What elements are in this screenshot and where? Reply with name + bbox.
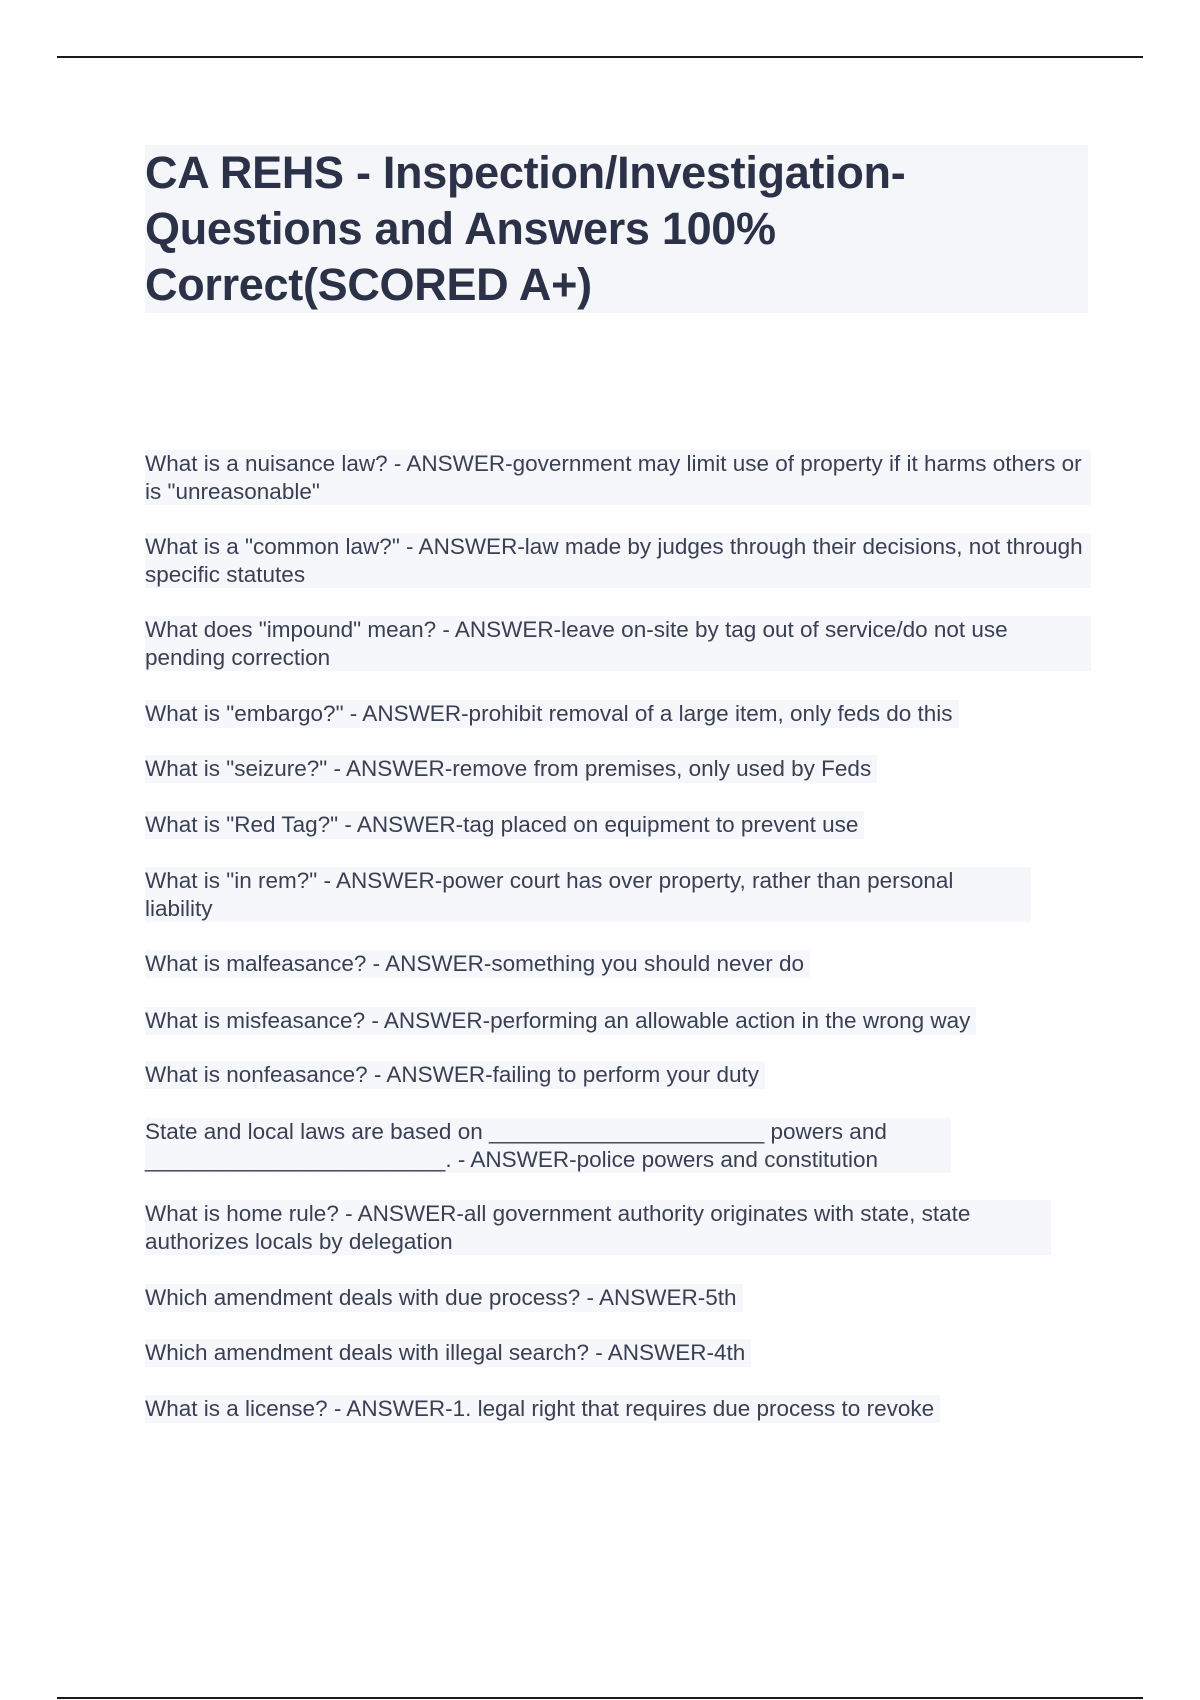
qa-item-impound: What does "impound" mean? - ANSWER-leave on-site by tag out of service/do not use pending correction xyxy=(145,616,1091,671)
qa-item-in-rem: What is "in rem?" - ANSWER-power court has over property, rather than personal liability xyxy=(145,867,1031,922)
qa-item-seizure: What is "seizure?" - ANSWER-remove from premises, only used by Feds xyxy=(145,755,877,783)
qa-item-malfeasance: What is malfeasance? - ANSWER-something you should never do xyxy=(145,950,810,978)
title-block xyxy=(145,145,1088,313)
qa-item-red-tag: What is "Red Tag?" - ANSWER-tag placed on equipment to prevent use xyxy=(145,811,864,839)
bottom-rule xyxy=(57,1697,1143,1699)
qa-item-due-process: Which amendment deals with due process? - ANSWER-5th xyxy=(145,1284,743,1312)
top-rule xyxy=(57,56,1143,58)
qa-item-common-law: What is a "common law?" - ANSWER-law made by judges through their decisions, not through specific statutes xyxy=(145,533,1091,588)
qa-item-misfeasance: What is misfeasance? - ANSWER-performing an allowable action in the wrong way xyxy=(145,1007,976,1035)
qa-item-nuisance-law: What is a nuisance law? - ANSWER-government may limit use of property if it harms others or is "unreasonable" xyxy=(145,450,1091,505)
document-title: CA REHS - Inspection/Investigation- Questions and Answers 100% Correct(SCORED A+) xyxy=(145,147,906,310)
qa-item-home-rule: What is home rule? - ANSWER-all government authority originates with state, state authorizes locals by delegation xyxy=(145,1200,1051,1255)
qa-item-illegal-search: Which amendment deals with illegal search? - ANSWER-4th xyxy=(145,1339,751,1367)
qa-item-embargo: What is "embargo?" - ANSWER-prohibit removal of a large item, only feds do this xyxy=(145,700,959,728)
qa-item-license: What is a license? - ANSWER-1. legal right that requires due process to revoke xyxy=(145,1395,940,1423)
qa-item-state-local-laws: State and local laws are based on ______________________ powers and ________________________. - ANSWER-police powers and constitution xyxy=(145,1118,951,1173)
qa-item-nonfeasance: What is nonfeasance? - ANSWER-failing to perform your duty xyxy=(145,1061,765,1089)
